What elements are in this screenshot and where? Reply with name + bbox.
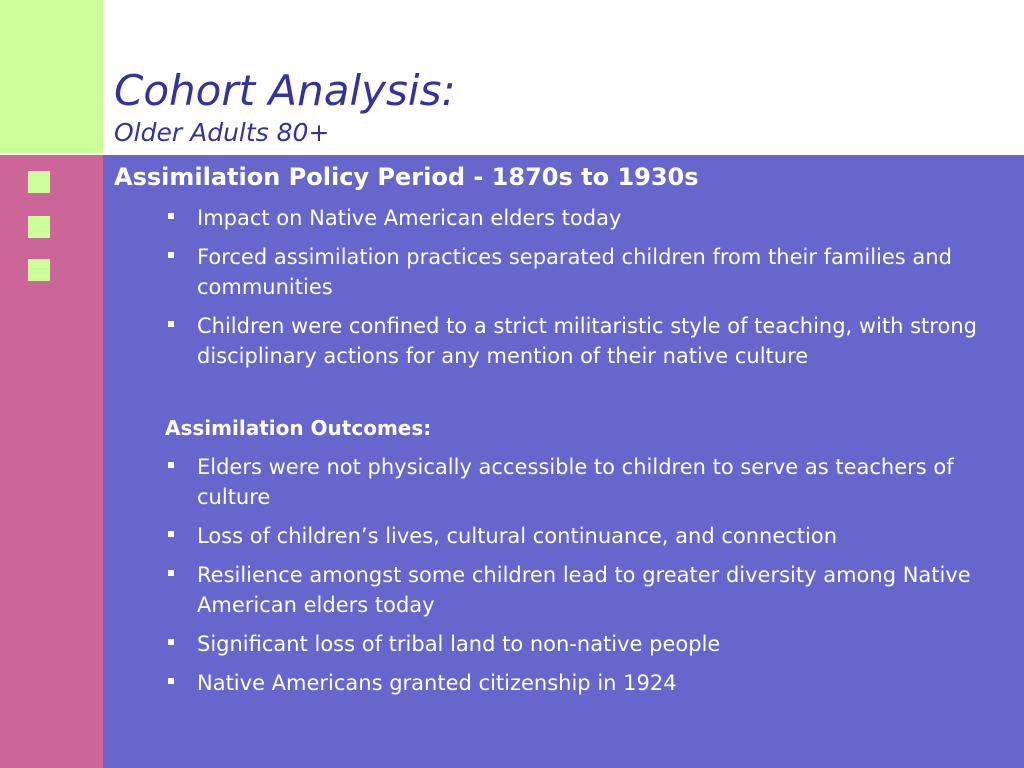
square-bullet-icon: [168, 462, 174, 468]
square-bullet-icon: [168, 213, 174, 219]
bullet-text: Children were confined to a strict militaristic style of teaching, with strong disciplinary actions for any mention of their native culture: [197, 314, 977, 368]
slide-title: Cohort Analysis:: [114, 66, 456, 115]
list-item: [114, 521, 994, 551]
bullet-text: Loss of children’s lives, cultural continuance, and connection: [197, 524, 838, 548]
bullet-text: Impact on Native American elders today: [197, 206, 622, 230]
list-item: [114, 629, 994, 659]
decorative-square-icon: [28, 259, 50, 281]
left-sidebar-block: [0, 153, 103, 768]
slide-subtitle: Older Adults 80+: [114, 118, 330, 147]
list-item: [114, 452, 994, 512]
bullet-text: Forced assimilation practices separated children from their families and communities: [197, 245, 952, 299]
slide-content: [114, 160, 994, 698]
top-left-accent-block: [0, 0, 103, 153]
list-item: [114, 560, 994, 620]
decorative-square-icon: [28, 171, 50, 193]
square-bullet-icon: [168, 639, 174, 645]
section-heading: Assimilation Policy Period - 1870s to 1930s: [114, 163, 699, 191]
square-bullet-icon: [168, 252, 174, 258]
outcomes-bullet-list: [114, 452, 994, 698]
policy-bullet-list: [114, 203, 994, 371]
square-bullet-icon: [168, 570, 174, 576]
bullet-text: Elders were not physically accessible to children to serve as teachers of culture: [197, 455, 954, 509]
bullet-text: Resilience amongst some children lead to greater diversity among Native American elders today: [197, 563, 971, 617]
decorative-square-icon: [28, 216, 50, 238]
divider-line: [0, 153, 1024, 155]
bullet-text: Significant loss of tribal land to non-native people: [197, 632, 721, 656]
square-bullet-icon: [168, 531, 174, 537]
bullet-text: Native Americans granted citizenship in 1924: [197, 671, 677, 695]
outcomes-heading: Assimilation Outcomes:: [165, 416, 432, 440]
list-item: [114, 311, 994, 371]
list-item: [114, 668, 994, 698]
square-bullet-icon: [168, 678, 174, 684]
list-item: [114, 242, 994, 302]
square-bullet-icon: [168, 321, 174, 327]
list-item: [114, 203, 994, 233]
